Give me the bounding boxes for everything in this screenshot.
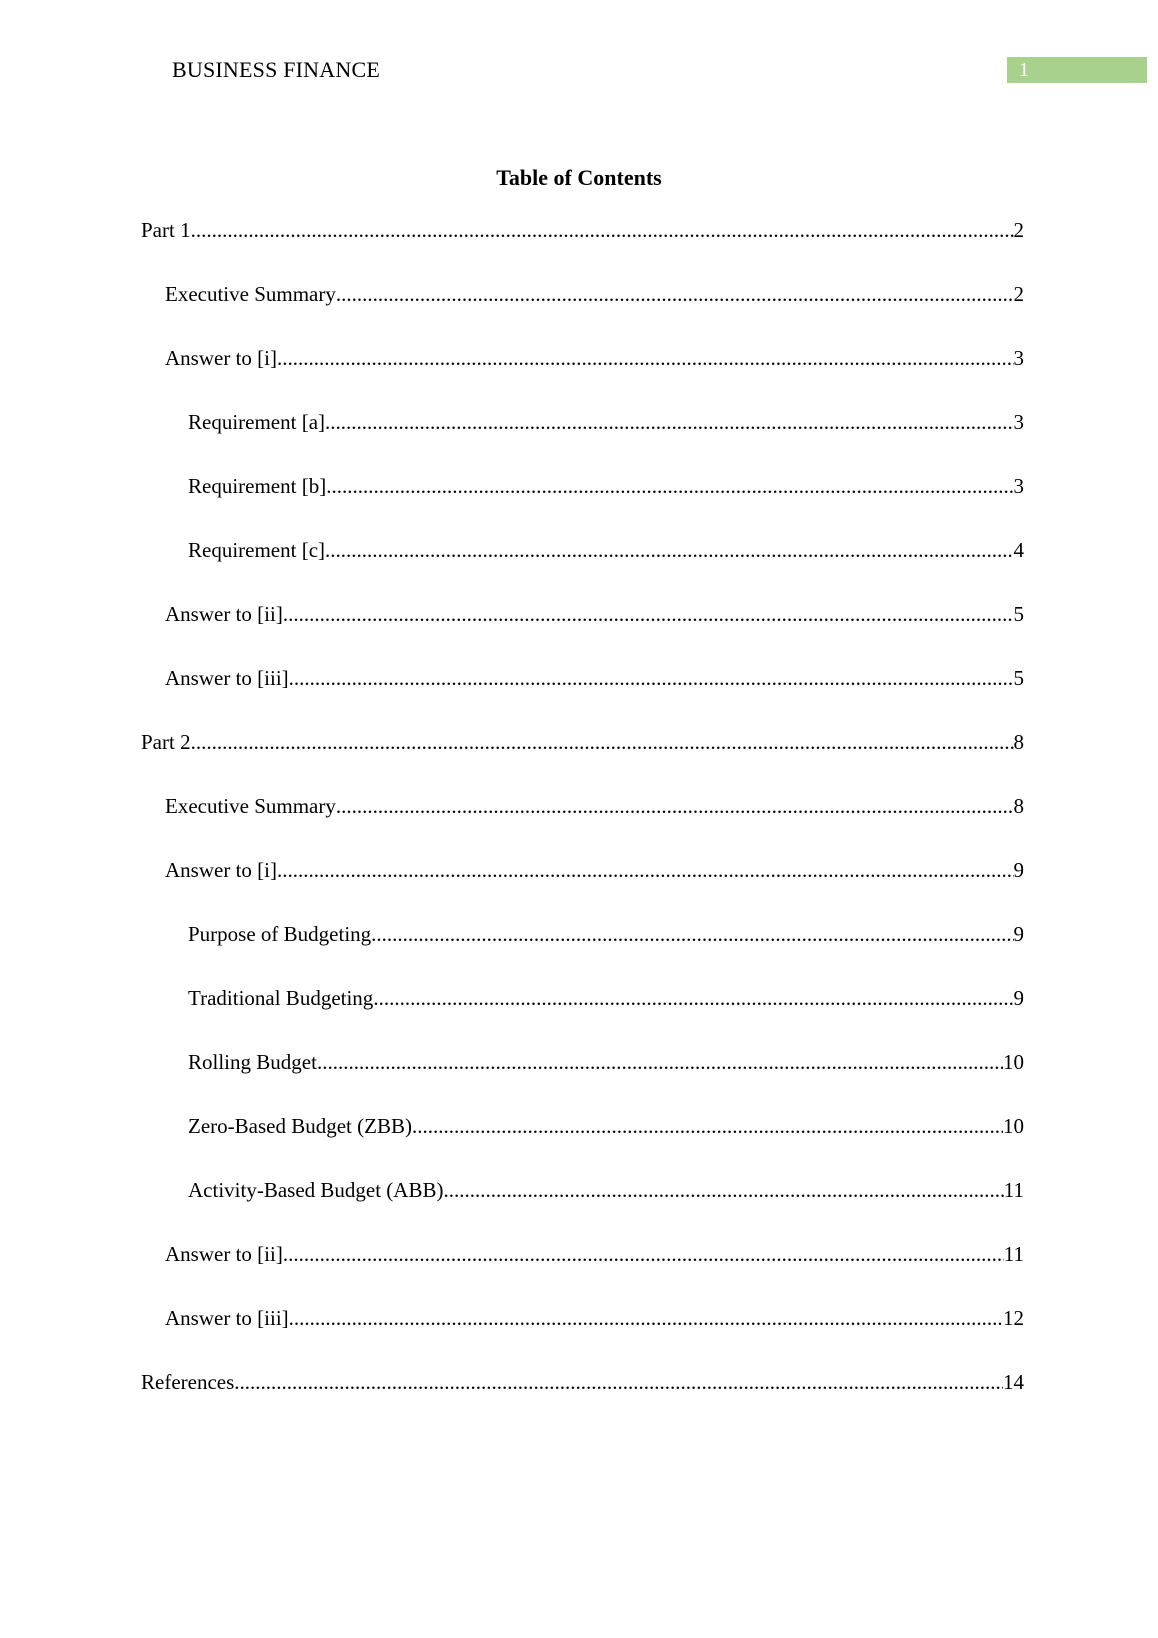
header-title: BUSINESS FINANCE <box>172 57 380 82</box>
toc-entry-label: Executive Summary <box>165 282 336 306</box>
toc-entry-page: 8 <box>1013 794 1024 818</box>
toc-entry-page: 11 <box>1003 1242 1024 1266</box>
toc-dot-leader <box>373 984 1013 1012</box>
toc-entry[interactable] <box>141 984 1024 1048</box>
toc-entry-page: 8 <box>1013 730 1024 754</box>
toc-entry[interactable] <box>141 1176 1024 1240</box>
toc-dot-leader <box>289 664 1014 692</box>
toc-entry-label: Requirement [a] <box>188 410 326 434</box>
toc-entry-label: Answer to [i] <box>165 858 277 882</box>
toc-entry-page: 14 <box>1003 1370 1024 1394</box>
toc-entry[interactable] <box>141 216 1024 280</box>
toc-dot-leader <box>336 792 1014 820</box>
toc-dot-leader <box>283 1240 1004 1268</box>
toc-dot-leader <box>191 728 1014 756</box>
toc-entry-page: 9 <box>1013 922 1024 946</box>
toc-entry[interactable] <box>141 856 1024 920</box>
toc-entry[interactable] <box>141 728 1024 792</box>
toc-entry[interactable] <box>141 280 1024 344</box>
toc-entry[interactable] <box>141 664 1024 728</box>
toc-entry-label: Part 2 <box>141 730 191 754</box>
toc-dot-leader <box>336 280 1014 308</box>
toc-dot-leader <box>283 600 1014 628</box>
toc-entry-label: Traditional Budgeting <box>188 986 374 1010</box>
toc-entry[interactable] <box>141 1304 1024 1368</box>
toc-entry[interactable] <box>141 536 1024 600</box>
toc-entry-page: 10 <box>1003 1114 1024 1138</box>
toc-dot-leader <box>277 856 1014 884</box>
toc-entry-label: Purpose of Budgeting <box>188 922 372 946</box>
toc-entry-label: Zero-Based Budget (ZBB) <box>188 1114 412 1138</box>
toc-entry[interactable] <box>141 472 1024 536</box>
toc-entry[interactable] <box>141 792 1024 856</box>
toc-entry-label: Executive Summary <box>165 794 336 818</box>
toc-entry-page: 9 <box>1013 986 1024 1010</box>
toc-entry-page: 11 <box>1003 1178 1024 1202</box>
toc-dot-leader <box>234 1368 1003 1396</box>
toc-entry-page: 4 <box>1013 538 1024 562</box>
toc-entry[interactable] <box>141 1112 1024 1176</box>
toc-entry[interactable] <box>141 1048 1024 1112</box>
toc-dot-leader <box>325 536 1013 564</box>
toc-entry-page: 3 <box>1013 410 1024 434</box>
toc-entry-label: Part 1 <box>141 218 191 242</box>
toc-entry-label: Answer to [iii] <box>165 666 289 690</box>
toc-entry[interactable] <box>141 600 1024 664</box>
toc-entry-page: 5 <box>1013 602 1024 626</box>
toc-entry-page: 2 <box>1013 218 1024 242</box>
toc-dot-leader <box>277 344 1014 372</box>
toc-entry-label: Answer to [iii] <box>165 1306 289 1330</box>
toc-entry-label: Rolling Budget <box>188 1050 317 1074</box>
toc-dot-leader <box>326 472 1013 500</box>
toc-entry-page: 3 <box>1013 346 1024 370</box>
toc-entry-label: Requirement [b] <box>188 474 327 498</box>
toc-heading: Table of Contents <box>496 165 662 190</box>
toc-entry[interactable] <box>141 1240 1024 1304</box>
toc-dot-leader <box>317 1048 1003 1076</box>
toc-entry-page: 5 <box>1013 666 1024 690</box>
toc-dot-leader <box>289 1304 1003 1332</box>
toc-entry[interactable] <box>141 920 1024 984</box>
toc-dot-leader <box>325 408 1013 436</box>
toc-dot-leader <box>191 216 1014 244</box>
toc-entry-page: 9 <box>1013 858 1024 882</box>
toc-entry[interactable] <box>141 1368 1024 1432</box>
toc-entry-page: 12 <box>1003 1306 1024 1330</box>
toc-entry-page: 10 <box>1003 1050 1024 1074</box>
toc-dot-leader <box>443 1176 1003 1204</box>
toc-entry-label: Requirement [c] <box>188 538 326 562</box>
toc-entry-label: References <box>141 1370 235 1394</box>
toc-entry-page: 2 <box>1013 282 1024 306</box>
toc-entry-page: 3 <box>1013 474 1024 498</box>
toc-dot-leader <box>412 1112 1003 1140</box>
page-number-badge: 1 <box>1007 57 1147 83</box>
toc-dot-leader <box>371 920 1013 948</box>
toc-list <box>141 216 1024 1432</box>
toc-entry-label: Answer to [ii] <box>165 602 283 626</box>
toc-entry-label: Answer to [i] <box>165 346 277 370</box>
toc-entry-label: Activity-Based Budget (ABB) <box>188 1178 444 1202</box>
toc-entry[interactable] <box>141 408 1024 472</box>
toc-entry-label: Answer to [ii] <box>165 1242 283 1266</box>
toc-entry[interactable] <box>141 344 1024 408</box>
